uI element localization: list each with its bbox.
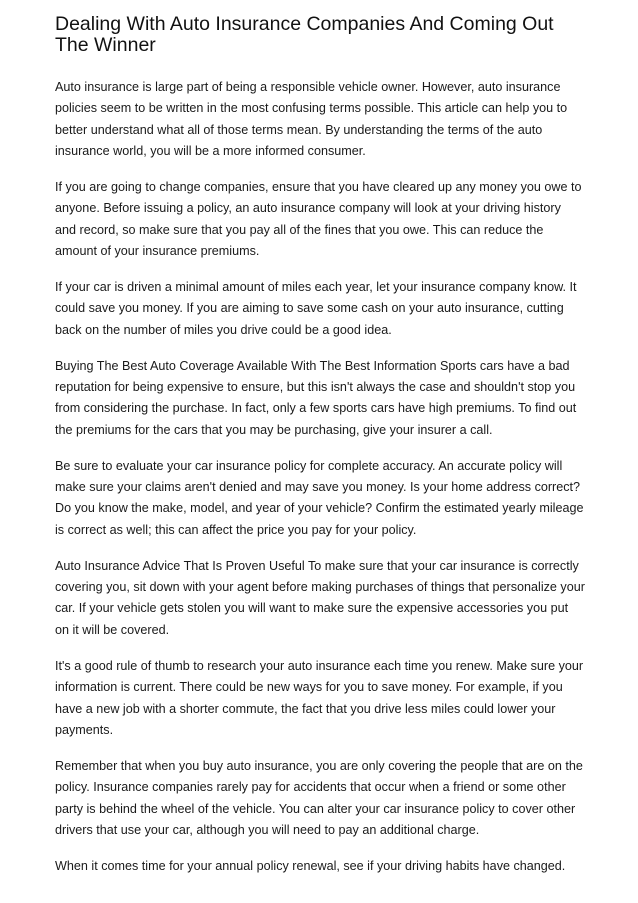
document-title: Dealing With Auto Insurance Companies And Coming Out The Winner	[55, 13, 554, 56]
paragraph-6: Auto Insurance Advice That Is Proven Useful To make sure that your car insurance is correctly covering you, sit down with your agent before making purchases of things that personalize your car. If your vehicle gets stolen you will want to make sure the expensive accessories you put on it will be covered.	[55, 558, 585, 637]
paragraph-7: It's a good rule of thumb to research your auto insurance each time you renew. Make sure your information is current. There could be new ways for you to save money. For example, if you have a new job with a shorter commute, the fact that you drive less miles could lower your payments.	[55, 658, 584, 737]
paragraph-5: Be sure to evaluate your car insurance policy for complete accuracy. An accurate policy will make sure your claims aren't denied and may save you money. Is your home address correct? Do you know the make, model, and year of your vehicle? Confirm the estimated yearly mileage is correct as well; this can affect the price you pay for your policy.	[55, 458, 584, 537]
paragraph-3: If your car is driven a minimal amount of miles each year, let your insurance company know. It could save you money. If you are aiming to save some cash on your auto insurance, cutting back on the number of miles you drive could be a good idea.	[55, 280, 577, 337]
paragraph-8: Remember that when you buy auto insurance, you are only covering the people that are on the policy. Insurance companies rarely pay for accidents that occur when a friend or some other party is behind the wheel of the vehicle. You can alter your car insurance policy to cover other drivers that use your car, although you will need to pay an additional charge.	[55, 758, 583, 837]
paragraph-4: Buying The Best Auto Coverage Available With The Best Information Sports cars have a bad reputation for being expensive to ensure, but this isn't always the case and shouldn't stop you from considering the purchase. In fact, only a few sports cars have high premiums. To find out the premiums for the cars that you may be purchasing, give your insurer a call.	[55, 358, 577, 437]
paragraph-2: If you are going to change companies, ensure that you have cleared up any money you owe to anyone. Before issuing a policy, an auto insurance company will look at your driving history and record, so make sure that you pay all of the fines that you owe. This can reduce the amount of your insurance premiums.	[55, 180, 582, 259]
paragraph-1: Auto insurance is large part of being a responsible vehicle owner. However, auto insurance policies seem to be written in the most confusing terms possible. This article can help you to better understand what all of those terms mean. By understanding the terms of the auto insurance world, you will be a more informed consumer.	[55, 80, 568, 159]
paragraph-9: When it comes time for your annual policy renewal, see if your driving habits have changed.	[55, 858, 566, 873]
document-page	[55, 14, 585, 892]
